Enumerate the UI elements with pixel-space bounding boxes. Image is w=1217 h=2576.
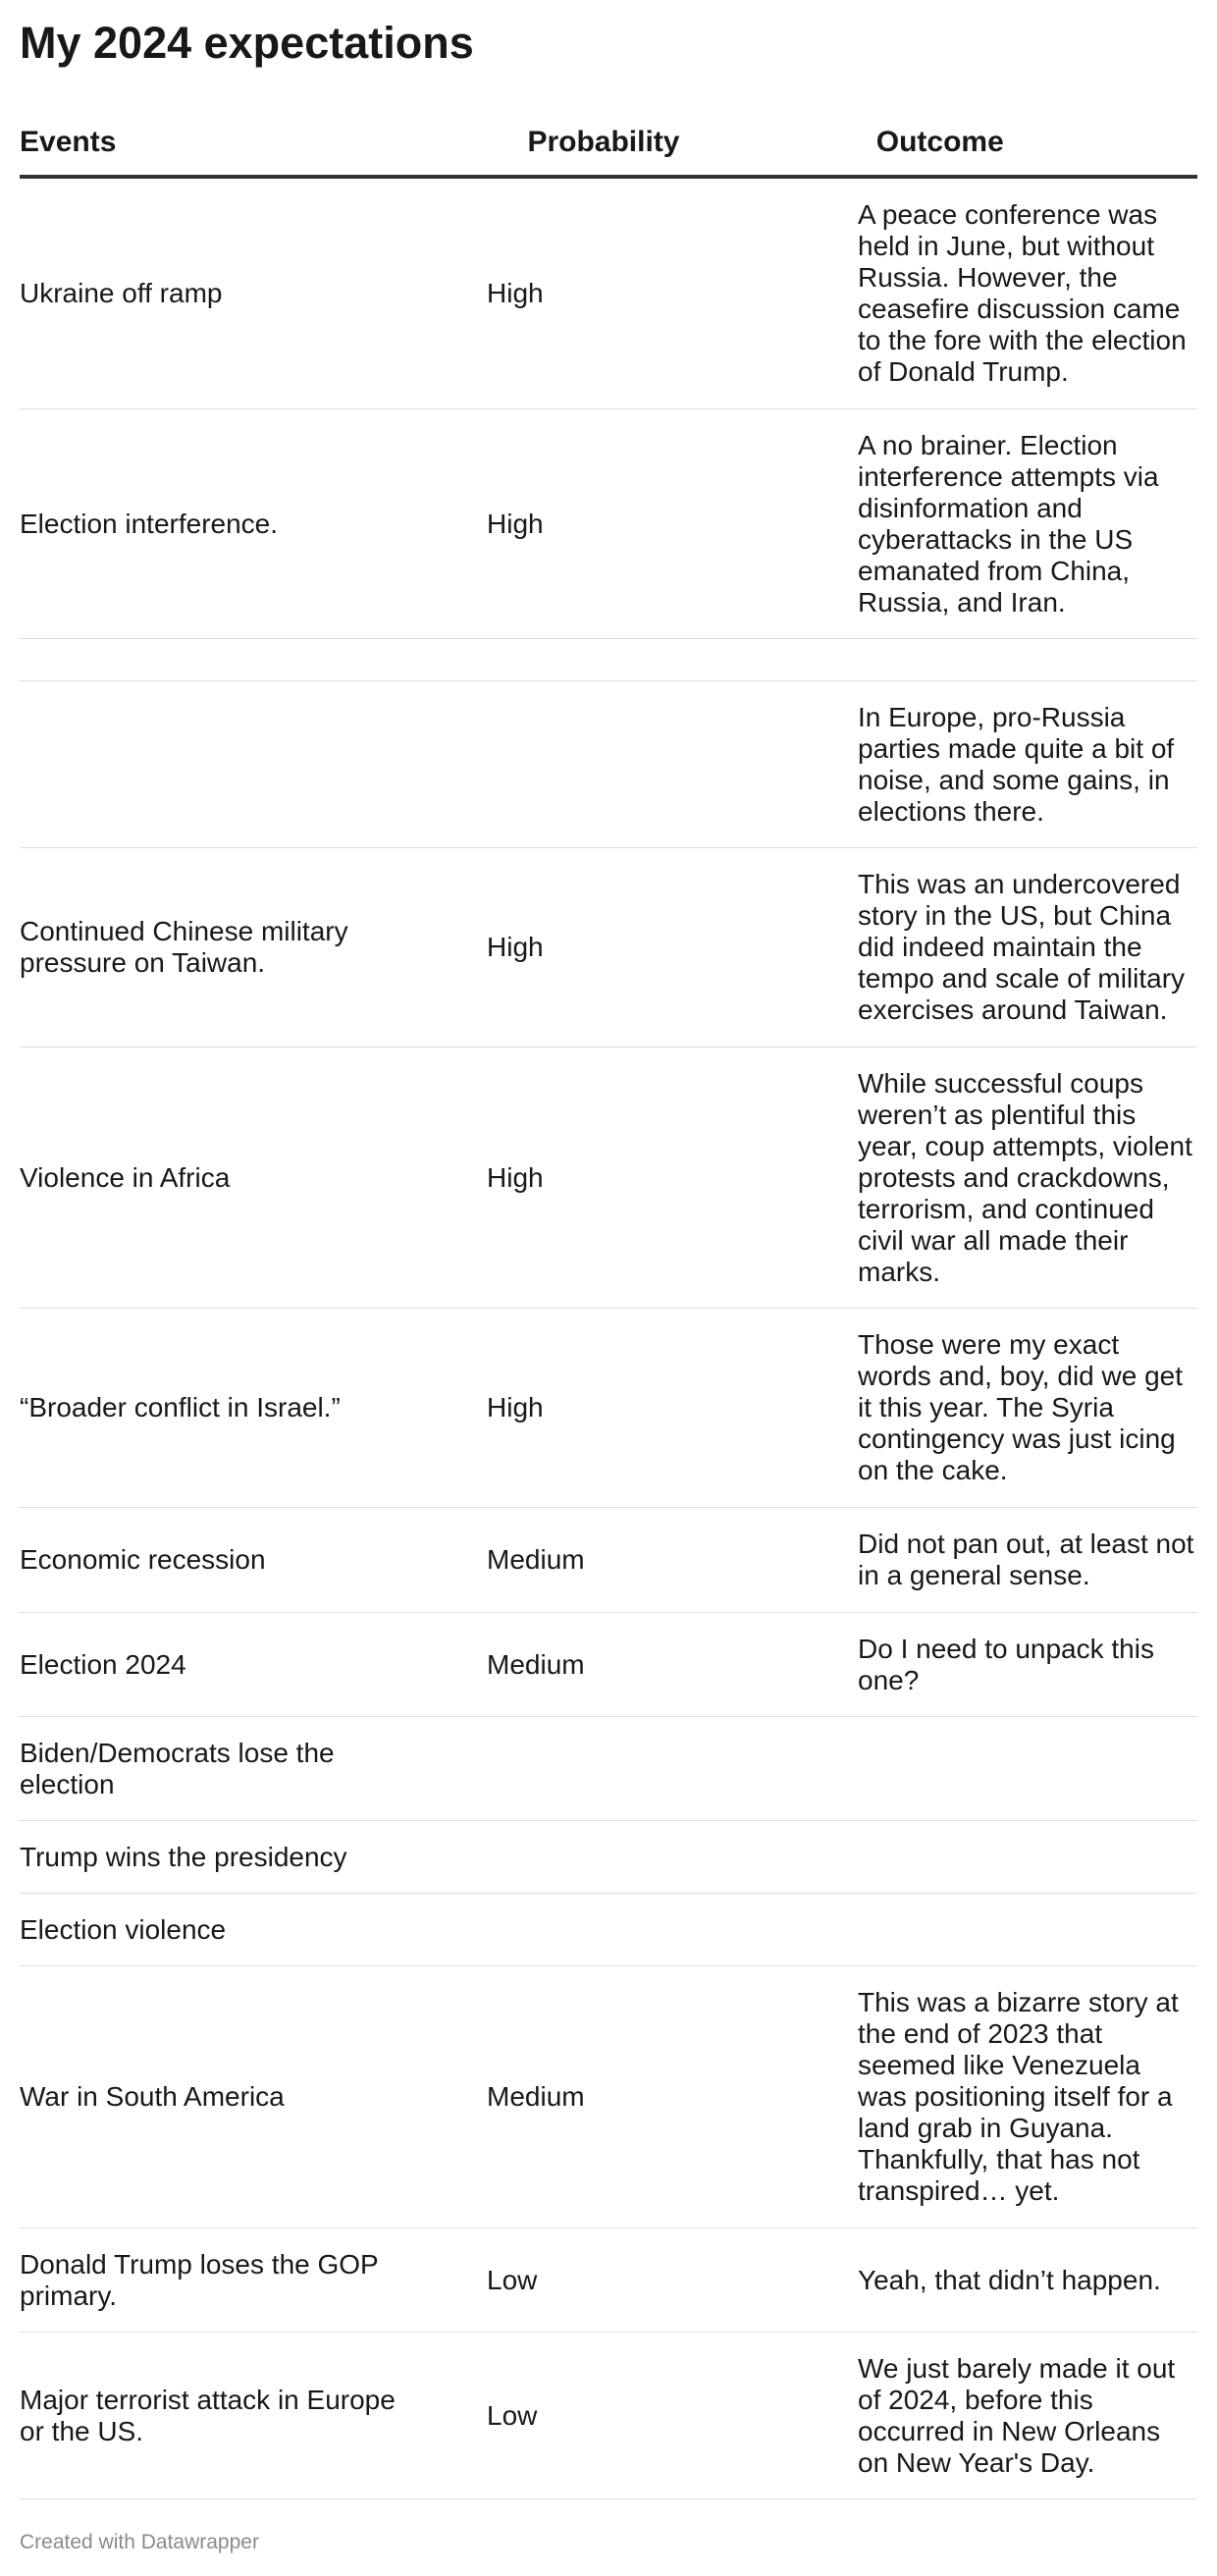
table-header (20, 110, 1197, 179)
probability-cell: High (487, 508, 544, 539)
expectations-table (20, 110, 1197, 2499)
probability-cell: High (487, 1161, 544, 1193)
table-row (20, 848, 1197, 1047)
event-cell: Trump wins the presidency (20, 1841, 347, 1872)
event-cell: Violence in Africa (20, 1161, 231, 1193)
table-row (20, 1894, 1197, 1966)
outcome-cell: Do I need to unpack this one? (858, 1633, 1154, 1695)
outcome-cell: A peace conference was held in June, but without Russia. However, the ceasefire discussion came to the fore with the election of Donald Trump. (858, 199, 1187, 387)
datawrapper-credit: Created with Datawrapper (20, 2531, 259, 2553)
table-row (20, 1508, 1197, 1613)
table-row (20, 1613, 1197, 1717)
table-row (20, 1717, 1197, 1821)
outcome-cell: Yeah, that didn’t happen. (858, 2264, 1161, 2295)
event-cell: Election 2024 (20, 1648, 186, 1680)
column-header-outcome: Outcome (875, 126, 1004, 158)
outcome-cell: Those were my exact words and, boy, did we get it this year. The Syria contingency was just icing on the cake. (858, 1329, 1184, 1485)
outcome-cell: This was a bizarre story at the end of 2023 that seemed like Venezuela was positioning itself for a land grab in Guyana. Thankfully, that has not transpired… yet. (858, 1987, 1179, 2206)
probability-cell: Medium (487, 1648, 585, 1680)
table-row (20, 409, 1197, 639)
event-cell: Major terrorist attack in Europe or the US. (20, 2384, 396, 2446)
event-cell: Election interference. (20, 508, 279, 539)
table-row (20, 1047, 1197, 1309)
column-header-probability: Probability (527, 126, 680, 158)
event-cell: Biden/Democrats lose the election (20, 1737, 335, 1799)
table-row (20, 681, 1197, 848)
probability-cell: Low (487, 2399, 538, 2431)
outcome-cell: While successful coups weren’t as plentiful this year, coup attempts, violent protests and crackdowns, terrorism, and continued civil war all made their marks. (858, 1067, 1192, 1287)
probability-cell: High (487, 1392, 544, 1422)
event-cell: War in South America (20, 2081, 285, 2112)
event-cell: Election violence (20, 1913, 227, 1945)
event-cell: Continued Chinese military pressure on Taiwan. (20, 916, 348, 978)
table-row (20, 2228, 1197, 2333)
table-body (20, 179, 1197, 2499)
outcome-cell: In Europe, pro-Russia parties made quite a bit of noise, and some gains, in elections there. (858, 701, 1175, 827)
event-cell: Donald Trump loses the GOP primary. (20, 2248, 379, 2311)
table-row (20, 2333, 1197, 2499)
table-row (20, 1821, 1197, 1894)
outcome-cell: A no brainer. Election interference attempts via disinformation and cyberattacks in the US emanated from China, Russia, and Iran. (858, 429, 1159, 617)
probability-cell: Low (487, 2264, 538, 2295)
event-cell: Ukraine off ramp (20, 278, 223, 308)
probability-cell: Medium (487, 1544, 585, 1575)
outcome-cell: This was an undercovered story in the US, but China did indeed maintain the tempo and scale of military exercises around Taiwan. (858, 869, 1186, 1025)
table-row (20, 179, 1197, 409)
column-header-events: Events (20, 126, 117, 158)
outcome-cell: Did not pan out, at least not in a general sense. (858, 1529, 1194, 1590)
table-row (20, 1966, 1197, 2228)
event-cell: Economic recession (20, 1544, 266, 1575)
event-cell: “Broader conflict in Israel.” (20, 1392, 341, 1422)
chart-title: My 2024 expectations (20, 18, 474, 68)
table-row (20, 639, 1197, 681)
table-row (20, 1309, 1197, 1508)
probability-cell: High (487, 932, 544, 962)
outcome-cell: We just barely made it out of 2024, before this occurred in New Orleans on New Year's Day. (858, 2352, 1176, 2478)
probability-cell: Medium (487, 2081, 585, 2112)
probability-cell: High (487, 278, 544, 308)
